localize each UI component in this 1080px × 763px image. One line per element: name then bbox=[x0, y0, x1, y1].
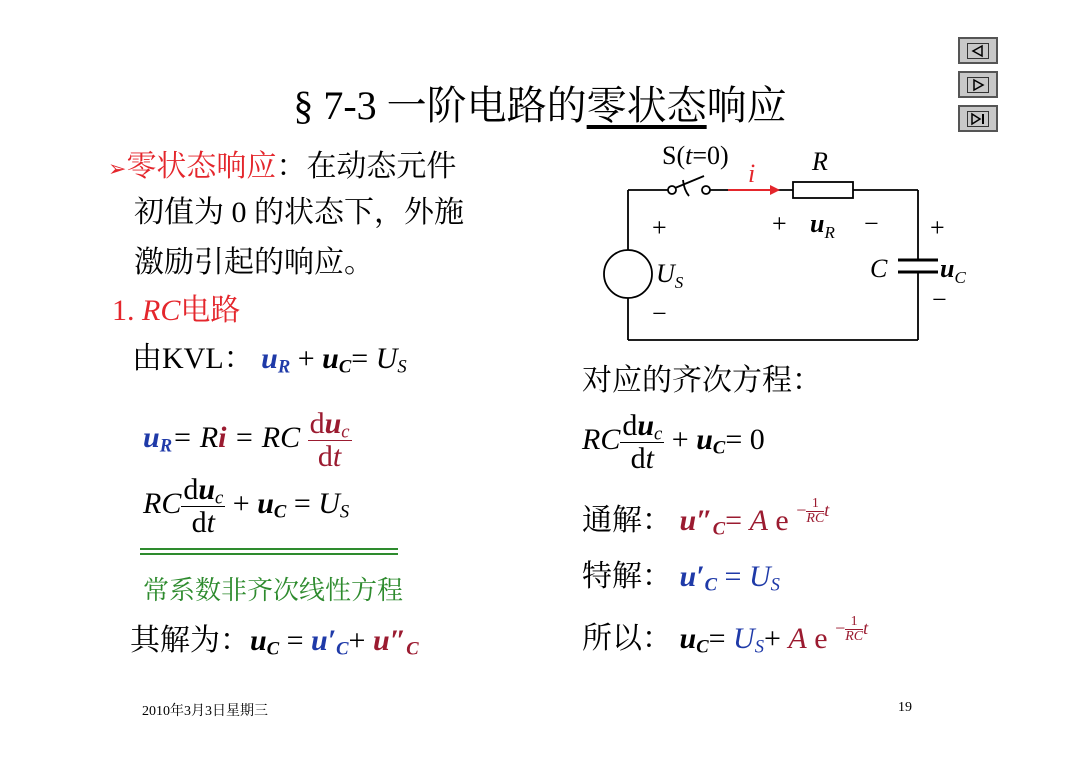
resistor-plus: + bbox=[772, 209, 787, 238]
sol-u-double-prime: $u''_C$ bbox=[372, 624, 419, 660]
resistor-icon bbox=[793, 182, 853, 198]
eq3-rc: RC bbox=[143, 486, 182, 520]
title-prefix: § 7-3 一阶电路的 bbox=[293, 83, 587, 128]
source-label: $U_S$ bbox=[656, 259, 684, 292]
switch-label: S(t=0) bbox=[662, 141, 729, 170]
voltage-source-icon bbox=[604, 250, 652, 298]
homog-rc: RC bbox=[582, 422, 621, 456]
section-rc: RC bbox=[142, 294, 181, 327]
sol-equals: = bbox=[286, 624, 304, 657]
switch-contact-right bbox=[702, 186, 710, 194]
kvl-equation bbox=[132, 340, 407, 378]
final-exponent: − $\frac{1}{RC}$ t bbox=[835, 613, 869, 645]
eq2-uR: $u_R$ bbox=[143, 420, 173, 457]
kvl-uC: $u_C$ bbox=[322, 342, 352, 378]
part-equals: = bbox=[717, 560, 749, 593]
triangle-left-icon bbox=[967, 43, 989, 59]
part-u: $u'_C$ bbox=[679, 560, 718, 596]
eq3-equals: = bbox=[293, 486, 311, 520]
solution-equation bbox=[130, 622, 419, 660]
eq3-uC: $u_C$ bbox=[257, 486, 287, 523]
title-suffix: 响应 bbox=[706, 83, 787, 128]
last-slide-button[interactable] bbox=[958, 105, 998, 132]
skip-to-end-icon bbox=[967, 111, 989, 127]
kvl-uR: $u_R$ bbox=[261, 342, 291, 378]
general-solution bbox=[582, 495, 830, 543]
general-equals: = bbox=[725, 504, 750, 537]
general-label: 通解： bbox=[582, 504, 672, 537]
source-plus: + bbox=[652, 213, 667, 242]
ode-type-label: 常系数非齐次线性方程 bbox=[143, 576, 404, 605]
eq2-i: i bbox=[218, 420, 227, 454]
prev-slide-button[interactable] bbox=[958, 37, 998, 64]
final-U: $U_S$ bbox=[733, 622, 764, 658]
footer-date: 2010年3月3日星期三 bbox=[142, 704, 268, 719]
homogeneous-title: 对应的齐次方程： bbox=[582, 364, 822, 397]
page-number: 19 bbox=[898, 700, 912, 715]
resistor-voltage-equation bbox=[143, 408, 352, 472]
capacitor-voltage-label: $u_C$ bbox=[940, 254, 966, 287]
kvl-label: 由KVL： bbox=[132, 342, 254, 375]
final-e: e bbox=[806, 622, 828, 655]
particular-solution bbox=[582, 558, 780, 596]
section-number: 1. bbox=[112, 294, 135, 327]
first-order-ode bbox=[143, 474, 349, 538]
capacitor-minus: − bbox=[932, 285, 947, 314]
sol-plus: + bbox=[348, 624, 366, 657]
part-U: $U_S$ bbox=[748, 560, 780, 596]
sol-u-prime: $u'_C$ bbox=[311, 624, 349, 660]
resistor-minus: − bbox=[864, 209, 879, 238]
switch-blade-icon bbox=[675, 176, 704, 188]
solution-label: 其解为： bbox=[130, 624, 250, 657]
definition-term: 零状态响应 bbox=[126, 150, 277, 183]
homog-derivative: $\frac{du_c}{dt}$ bbox=[622, 409, 663, 475]
eq2-rc: = RC bbox=[234, 420, 301, 454]
general-exponent: − $\frac{1}{RC}$ t bbox=[796, 495, 830, 527]
final-equals: = bbox=[708, 622, 734, 655]
definition-line-1 bbox=[108, 148, 456, 188]
eq3-plus: + bbox=[232, 486, 258, 520]
final-plus: + bbox=[763, 622, 789, 655]
capacitor-label: C bbox=[870, 254, 888, 283]
final-label: 所以： bbox=[582, 622, 672, 655]
sol-u: $u_C$ bbox=[250, 624, 280, 660]
homog-plus: + bbox=[671, 422, 697, 456]
eq2-ri: = R bbox=[172, 420, 219, 454]
source-minus: − bbox=[652, 299, 667, 328]
general-A: A bbox=[749, 504, 768, 537]
section-label: 电路 bbox=[180, 294, 241, 327]
title-underlined: 零状态 bbox=[586, 83, 707, 128]
definition-line-2: 初值为 0 的状态下，外施 bbox=[134, 196, 464, 229]
capacitor-plus: + bbox=[930, 213, 945, 242]
slide-title bbox=[0, 74, 1080, 131]
final-solution bbox=[582, 613, 869, 661]
definition-line-3: 激励引起的响应。 bbox=[134, 246, 374, 279]
general-e: e bbox=[767, 504, 789, 537]
bullet-arrow-icon: ➢ bbox=[108, 156, 127, 181]
final-u: $u_C$ bbox=[679, 622, 709, 658]
general-u: $u''_C$ bbox=[679, 504, 726, 540]
kvl-equals: = bbox=[351, 342, 369, 375]
rc-circuit-diagram bbox=[580, 140, 966, 350]
particular-label: 特解： bbox=[582, 560, 672, 593]
definition-line1-rest: 在动态元件 bbox=[306, 150, 457, 183]
kvl-US: $U_S$ bbox=[375, 342, 407, 378]
definition-colon: ： bbox=[276, 150, 307, 183]
resistor-label: R bbox=[812, 147, 828, 176]
homog-equals: = 0 bbox=[725, 422, 765, 456]
eq2-derivative: $\frac{du_c}{dt}$ bbox=[309, 407, 350, 473]
resistor-voltage-label: $u_R$ bbox=[810, 209, 835, 242]
section-heading bbox=[112, 292, 240, 330]
eq3-derivative: $\frac{du_c}{dt}$ bbox=[183, 473, 224, 539]
underline-top bbox=[140, 548, 398, 550]
triangle-right-icon bbox=[967, 77, 989, 93]
next-slide-button[interactable] bbox=[958, 71, 998, 98]
homogeneous-equation bbox=[582, 410, 765, 474]
kvl-plus: + bbox=[297, 342, 315, 375]
current-label: i bbox=[748, 159, 756, 188]
final-A: A bbox=[788, 622, 807, 655]
underline-bottom bbox=[140, 553, 398, 555]
homog-u: $u_C$ bbox=[696, 422, 726, 459]
eq3-US: $U_S$ bbox=[318, 486, 350, 523]
